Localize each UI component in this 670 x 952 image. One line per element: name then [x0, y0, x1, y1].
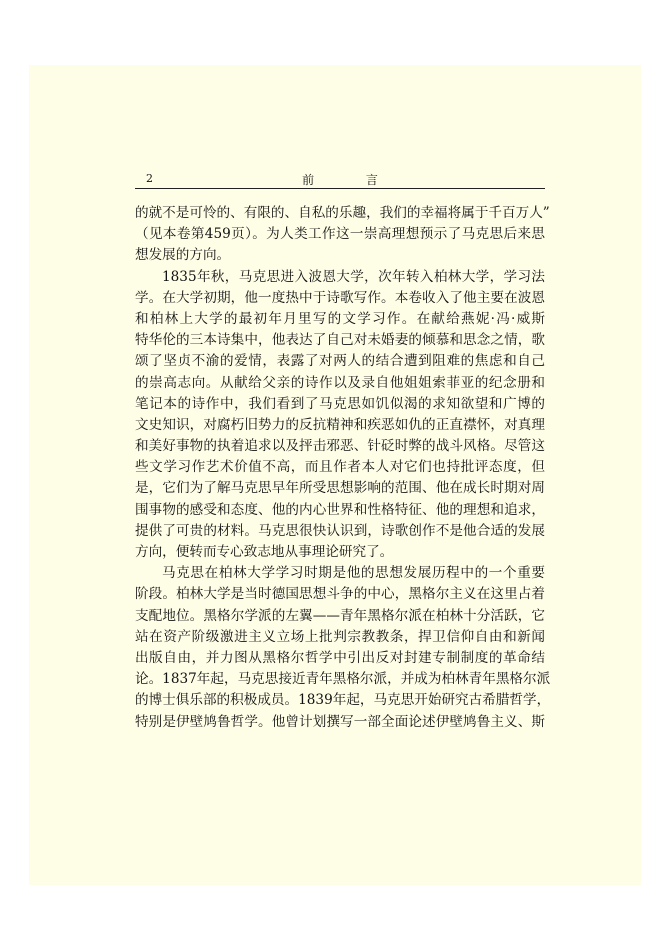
- text-line: 的就不是可怜的、有限的、自私的乐趣，我们的幸福将属于千百万人”: [135, 205, 550, 221]
- text-line: 的崇高志向。从献给父亲的诗作以及录自他姐姐索菲亚的纪念册和: [135, 374, 545, 391]
- text-line: 特别是伊壁鸠鲁哲学。他曾计划撰写一部全面论述伊壁鸠鲁主义、斯: [135, 713, 545, 730]
- text-line: 和柏林上大学的最初年月里写的文学习作。在献给燕妮·冯·威斯: [135, 310, 545, 327]
- running-title: 前 言: [302, 173, 402, 187]
- text-line: 支配地位。黑格尔学派的左翼——青年黑格尔派在柏林十分活跃，它: [135, 607, 545, 624]
- text-line: 和美好事物的执着追求以及抨击邪恶、针砭时弊的战斗风格。尽管这: [135, 438, 545, 455]
- body-text: [135, 203, 551, 733]
- text-line: 提供了可贵的材料。马克思很快认识到，诗歌创作不是他合适的发展: [135, 522, 545, 539]
- text-line: 站在资产阶级激进主义立场上批判宗教教条，捍卫信仰自由和新闻: [135, 628, 545, 645]
- text-line: （见本卷第459页）。为人类工作这一崇高理想预示了马克思后来思: [135, 226, 545, 243]
- paragraph-first-line: 马克思在柏林大学学习时期是他的思想发展历程中的一个重要: [162, 565, 545, 582]
- page-number: 2: [146, 172, 153, 185]
- text-line: 学。在大学初期，他一度热中于诗歌写作。本卷收入了他主要在波恩: [135, 289, 545, 306]
- text-line: 论。1837年起，马克思接近青年黑格尔派，并成为柏林青年黑格尔派: [135, 671, 551, 688]
- header-rule: [135, 188, 545, 189]
- text-line: 阶段。柏林大学是当时德国思想斗争的中心，黑格尔主义在这里占着: [135, 586, 545, 603]
- text-line: 想发展的方向。: [135, 247, 231, 264]
- text-line: 颂了坚贞不渝的爱情，表露了对两人的结合遭到阻难的焦虑和自己: [135, 353, 545, 370]
- text-line: 笔记本的诗作中，我们看到了马克思如饥似渴的求知欲望和广博的: [135, 395, 545, 412]
- text-line: 是，它们为了解马克思早年所受思想影响的范围、他在成长时期对周: [135, 480, 545, 497]
- text-line: 围事物的感受和态度、他的内心世界和性格特征、他的理想和追求，: [135, 501, 545, 518]
- text-line: 些文学习作艺术价值不高，而且作者本人对它们也持批评态度，但: [135, 459, 545, 476]
- page-header: [135, 168, 545, 188]
- text-line: 文史知识，对腐朽旧势力的反抗精神和疾恶如仇的正直襟怀，对真理: [135, 416, 545, 433]
- text-line: 特华伦的三本诗集中，他表达了自己对未婚妻的倾慕和思念之情，歌: [135, 332, 545, 349]
- text-line: 方向，便转而专心致志地从事理论研究了。: [135, 544, 394, 560]
- paragraph-first-line: 1835年秋，马克思进入波恩大学，次年转入柏林大学，学习法: [162, 268, 545, 285]
- text-line: 的博士俱乐部的积极成员。1839年起，马克思开始研究古希腊哲学，: [135, 692, 551, 709]
- text-line: 出版自由，并力图从黑格尔哲学中引出反对封建专制制度的革命结: [135, 649, 545, 666]
